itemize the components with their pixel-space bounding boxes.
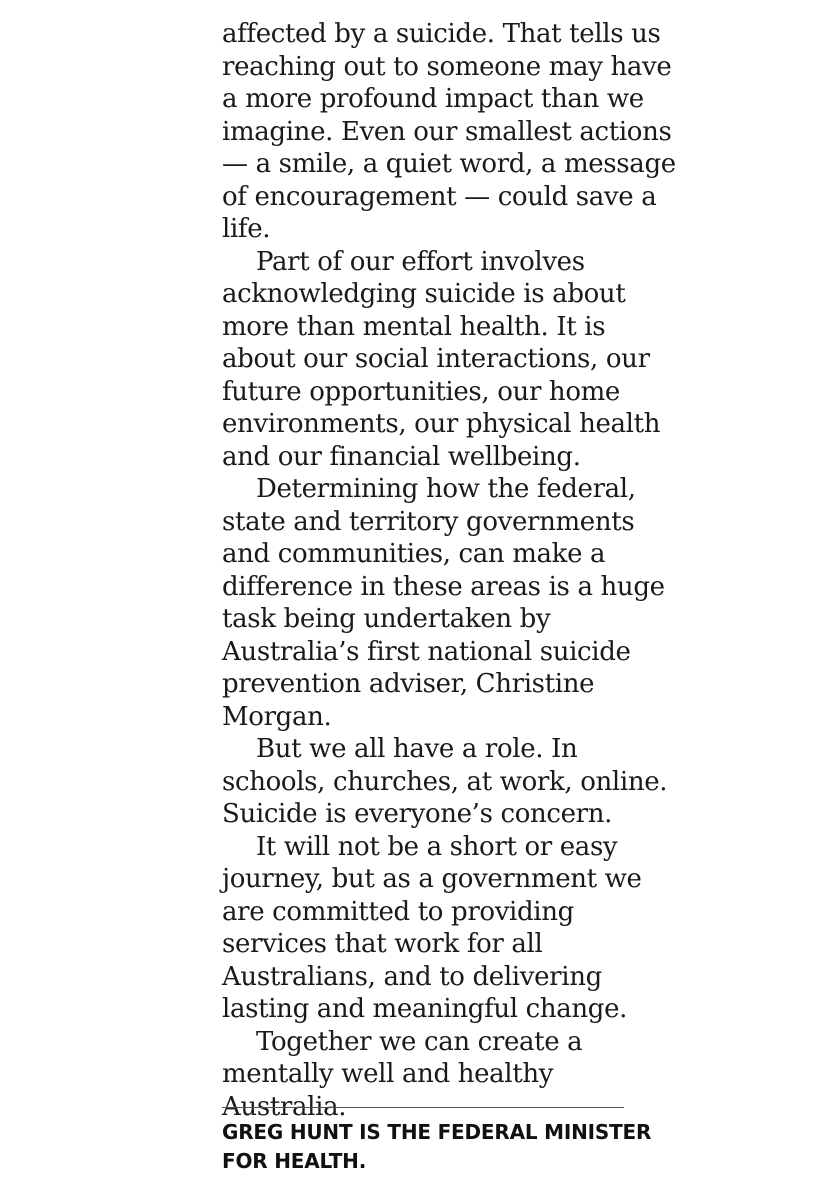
author-byline [222,1118,652,1176]
paragraph-first-line: Determining how the federal, [256,474,636,504]
article-line: reaching out to someone may have [222,51,672,82]
article-line: Australia’s first national suicide [222,636,631,667]
article-line: and our financial wellbeing. [222,441,581,472]
article-line: Australia. [222,1091,347,1122]
article-line: — a smile, a quiet word, a message [222,149,676,179]
article-line: affected by a suicide. That tells us [222,19,661,49]
article-line: about our social interactions, our [222,344,650,374]
byline-line: FOR HEALTH. [222,1149,367,1173]
paragraph-first-line: But we all have a role. In [256,734,578,764]
article-line: more than mental health. It is [222,311,606,342]
article-line: are committed to providing [222,896,574,927]
byline-line: GREG HUNT IS THE FEDERAL MINISTER [222,1120,652,1144]
article-body [222,18,676,1123]
article-line: prevention adviser, Christine [222,669,595,699]
article-line: state and territory governments [222,506,635,537]
article-line: environments, our physical health [222,409,661,439]
article-line: a more profound impact than we [222,84,644,114]
paragraph-first-line: Part of our effort involves [256,246,585,277]
article-line: future opportunities, our home [222,376,620,407]
article-line: life. [222,214,271,244]
article-line: of encouragement — could save a [222,181,657,212]
article-line: journey, but as a government we [222,864,642,894]
article-line: acknowledging suicide is about [222,279,626,309]
article-line: lasting and meaningful change. [222,994,628,1024]
byline-divider [222,1107,624,1108]
article-line: task being undertaken by [222,604,551,634]
article-line: difference in these areas is a huge [222,571,665,602]
article-line: services that work for all [222,929,543,959]
article-line: and communities, can make a [222,539,606,569]
paragraph-first-line: Together we can create a [256,1026,583,1057]
article-line: imagine. Even our smallest actions [222,116,672,147]
article-line: schools, churches, at work, online. [222,766,668,797]
article-line: Australians, and to delivering [222,961,602,992]
paragraph-first-line: It will not be a short or easy [256,831,618,862]
article-line: Morgan. [222,701,332,732]
article-line: mentally well and healthy [222,1059,554,1089]
article-line: Suicide is everyone’s concern. [222,799,613,829]
